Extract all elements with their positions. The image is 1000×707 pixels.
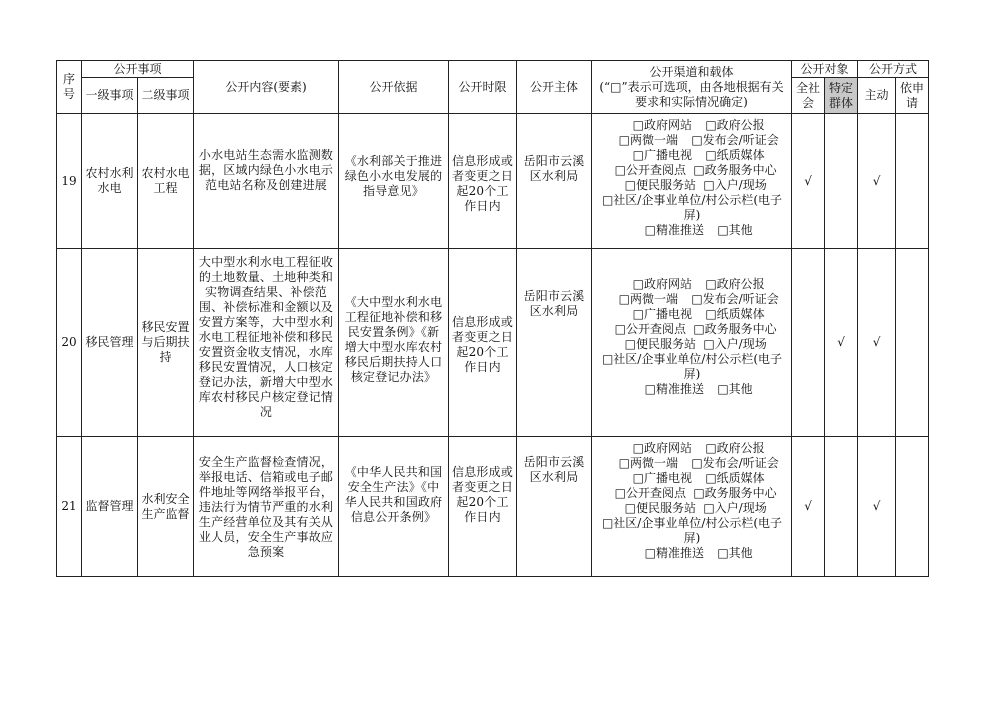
row-seq: 19 bbox=[57, 114, 82, 249]
channel-option[interactable]: □其他 bbox=[717, 546, 753, 560]
channel-line bbox=[595, 456, 789, 471]
row-mode-request bbox=[896, 249, 929, 437]
disclosure-table bbox=[56, 60, 929, 577]
channel-option[interactable]: □入户/现场 bbox=[703, 501, 767, 515]
channel-option[interactable]: □政务服务中心 bbox=[693, 322, 777, 336]
row-mode-request bbox=[896, 437, 929, 577]
channel-option[interactable]: □社区/企事业单位/村公示栏(电子屏) bbox=[601, 193, 783, 222]
channel-line bbox=[595, 277, 789, 292]
row-time-limit: 信息形成或者变更之日起20个工作日内 bbox=[449, 249, 517, 437]
row-level2: 农村水电工程 bbox=[138, 114, 194, 249]
row-target-specific bbox=[825, 437, 858, 577]
channel-option[interactable]: □其他 bbox=[717, 382, 753, 396]
channel-option[interactable]: □精准推送 bbox=[644, 382, 705, 396]
header-mode-request: 依申请 bbox=[896, 78, 929, 114]
row-target-specific: √ bbox=[825, 249, 858, 437]
table-row bbox=[57, 114, 929, 249]
channel-option[interactable]: □政府公报 bbox=[705, 441, 765, 455]
channel-option[interactable]: □发布会/听证会 bbox=[691, 456, 779, 470]
row-channels bbox=[592, 437, 792, 577]
channel-option[interactable]: □便民服务站 bbox=[624, 178, 696, 192]
channel-line bbox=[595, 322, 789, 337]
channel-option[interactable]: □广播电视 bbox=[632, 307, 693, 321]
channel-option[interactable]: □社区/企事业单位/村公示栏(电子屏) bbox=[601, 516, 783, 545]
channel-option[interactable]: □公开查阅点 bbox=[614, 322, 687, 336]
channel-option[interactable]: □纸质媒体 bbox=[705, 307, 765, 321]
row-level2: 水利安全生产监督 bbox=[138, 437, 194, 577]
channel-option[interactable]: □纸质媒体 bbox=[705, 148, 765, 162]
row-subject: 岳阳市云溪区水利局 bbox=[517, 249, 592, 437]
row-target-all bbox=[792, 249, 825, 437]
header-level2: 二级事项 bbox=[138, 78, 194, 114]
channel-option[interactable]: □政府公报 bbox=[705, 277, 765, 291]
row-channels bbox=[592, 249, 792, 437]
header-channels bbox=[592, 61, 792, 114]
row-content: 大中型水利水电工程征收的土地数量、土地种类和实物调查结果、补偿范围、补偿标准和金额以及安置方案等，大中型水利水电工程征地补偿和移民安置资金收支情况，水库移民安置情况，人口核定登记办法，新增大中型水库农村移民户核定登记情况 bbox=[194, 249, 339, 437]
channel-line bbox=[595, 546, 789, 561]
channel-option[interactable]: □广播电视 bbox=[632, 148, 693, 162]
channel-option[interactable]: □纸质媒体 bbox=[705, 471, 765, 485]
channel-option[interactable]: □其他 bbox=[717, 223, 753, 237]
channel-option[interactable]: □精准推送 bbox=[644, 546, 705, 560]
channel-line bbox=[595, 292, 789, 307]
channel-option[interactable]: □政务服务中心 bbox=[693, 163, 777, 177]
channel-line bbox=[595, 118, 789, 133]
row-channels bbox=[592, 114, 792, 249]
header-basis: 公开依据 bbox=[339, 61, 449, 114]
header-target-all: 全社会 bbox=[792, 78, 825, 114]
row-basis: 《大中型水利水电工程征地补偿和移民安置条例》《新增大中型水库农村移民后期扶持人口核定登记办法》 bbox=[339, 249, 449, 437]
channel-option[interactable]: □便民服务站 bbox=[624, 501, 696, 515]
channel-option[interactable]: □政府公报 bbox=[705, 118, 765, 132]
row-mode-active: √ bbox=[858, 437, 896, 577]
channel-option[interactable]: □政务服务中心 bbox=[693, 486, 777, 500]
channel-option[interactable]: □入户/现场 bbox=[703, 178, 767, 192]
row-target-all: √ bbox=[792, 437, 825, 577]
channel-line bbox=[595, 471, 789, 486]
channel-line bbox=[595, 337, 789, 352]
row-mode-active: √ bbox=[858, 114, 896, 249]
header-content: 公开内容(要素) bbox=[194, 61, 339, 114]
header-target-specific: 特定群体 bbox=[825, 78, 858, 114]
row-level1: 监督管理 bbox=[82, 437, 138, 577]
channel-line bbox=[595, 441, 789, 456]
header-target-group: 公开对象 bbox=[792, 61, 858, 78]
channel-line bbox=[595, 223, 789, 238]
row-basis: 《水利部关于推进绿色小水电发展的指导意见》 bbox=[339, 114, 449, 249]
channel-option[interactable]: □政府网站 bbox=[632, 277, 693, 291]
row-subject: 岳阳市云溪区水利局 bbox=[517, 114, 592, 249]
channel-line bbox=[595, 148, 789, 163]
header-seq: 序号 bbox=[57, 61, 82, 114]
row-basis: 《中华人民共和国安全生产法》《中华人民共和国政府信息公开条例》 bbox=[339, 437, 449, 577]
row-time-limit: 信息形成或者变更之日起20个工作日内 bbox=[449, 114, 517, 249]
channel-option[interactable]: □政府网站 bbox=[632, 118, 693, 132]
channel-line bbox=[595, 307, 789, 322]
row-time-limit: 信息形成或者变更之日起20个工作日内 bbox=[449, 437, 517, 577]
header-level1: 一级事项 bbox=[82, 78, 138, 114]
channel-option[interactable]: □精准推送 bbox=[644, 223, 705, 237]
header-row-1 bbox=[57, 61, 929, 78]
channel-option[interactable]: □公开查阅点 bbox=[614, 163, 687, 177]
channel-option[interactable]: □公开查阅点 bbox=[614, 486, 687, 500]
channel-line bbox=[595, 382, 789, 397]
row-seq: 20 bbox=[57, 249, 82, 437]
row-level1: 农村水利水电 bbox=[82, 114, 138, 249]
row-target-all: √ bbox=[792, 114, 825, 249]
table-row bbox=[57, 249, 929, 437]
channel-option[interactable]: □政府网站 bbox=[632, 441, 693, 455]
header-matter-group: 公开事项 bbox=[82, 61, 194, 78]
channel-option[interactable]: □便民服务站 bbox=[624, 337, 696, 351]
row-target-specific bbox=[825, 114, 858, 249]
row-seq: 21 bbox=[57, 437, 82, 577]
channel-option[interactable]: □两微一端 bbox=[618, 456, 678, 470]
channel-line bbox=[595, 501, 789, 516]
channel-line bbox=[595, 163, 789, 178]
header-mode-group: 公开方式 bbox=[858, 61, 929, 78]
header-time-limit: 公开时限 bbox=[449, 61, 517, 114]
channel-option[interactable]: □两微一端 bbox=[618, 292, 678, 306]
row-content: 安全生产监督检查情况，举报电话、信箱或电子邮件地址等网络举报平台，违法行为情节严重的水利生产经营单位及其有关从业人员，安全生产事故应急预案 bbox=[194, 437, 339, 577]
table-row bbox=[57, 437, 929, 577]
row-level1: 移民管理 bbox=[82, 249, 138, 437]
row-mode-active: √ bbox=[858, 249, 896, 437]
header-channels-note: (“□”表示可选项，由各地根据有关要求和实际情况确定) bbox=[599, 79, 784, 109]
channel-option[interactable]: □社区/企事业单位/村公示栏(电子屏) bbox=[601, 352, 783, 381]
channel-option[interactable]: □入户/现场 bbox=[703, 337, 767, 351]
channel-option[interactable]: □广播电视 bbox=[632, 471, 693, 485]
row-subject: 岳阳市云溪区水利局 bbox=[517, 437, 592, 577]
header-mode-active: 主动 bbox=[858, 78, 896, 114]
header-subject: 公开主体 bbox=[517, 61, 592, 114]
row-content: 小水电站生态需水监测数据，区域内绿色小水电示范电站名称及创建进展 bbox=[194, 114, 339, 249]
row-level2: 移民安置与后期扶持 bbox=[138, 249, 194, 437]
channel-option[interactable]: □发布会/听证会 bbox=[691, 133, 779, 147]
channel-option[interactable]: □两微一端 bbox=[618, 133, 678, 147]
channel-option[interactable]: □发布会/听证会 bbox=[691, 292, 779, 306]
channel-line bbox=[595, 486, 789, 501]
header-channels-title: 公开渠道和载体 bbox=[649, 64, 734, 79]
channel-line bbox=[595, 178, 789, 193]
row-mode-request bbox=[896, 114, 929, 249]
channel-line bbox=[595, 133, 789, 148]
